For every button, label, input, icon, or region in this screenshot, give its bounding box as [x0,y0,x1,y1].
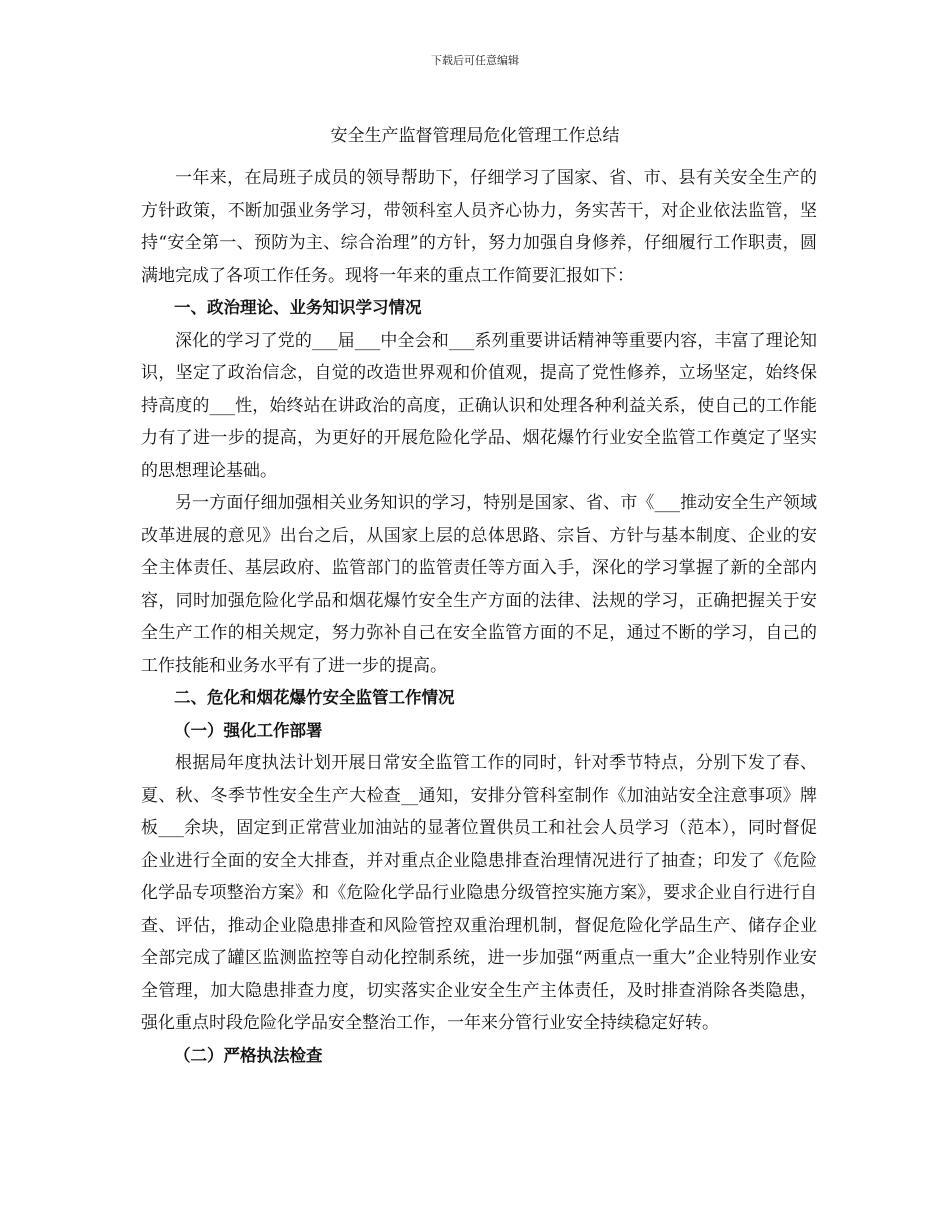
document-title: 安全生产监督管理局危化管理工作总结 [330,126,620,146]
subsection-heading-1: （一）强化工作部署 [174,720,323,740]
intro-paragraph: 一年来，在局班子成员的领导帮助下，仔细学习了国家、省、市、县有关安全生产的方针政策，不断加强业务学习，带领科室人员齐心协力，务实苦干，对企业依法监管，坚持“安全第一、预防为主、综合治理”的方针，努力加强自身修养，仔细履行工作职责，圆满地完成了各项工作任务。现将一年来的重点工作简要汇报如下： [141,168,817,286]
section-heading-1: 一、政治理论、业务知识学习情况 [174,298,422,317]
paragraph-study-2: 另一方面仔细加强相关业务知识的学习，特别是国家、省、市《___推动安全生产领域改革进展的意见》出台之后，从国家上层的总体思路、宗旨、方针与基本制度、企业的安全主体责任、基层政府、监管部门的监管责任等方面入手，深化的学习掌握了新的全部内容，同时加强危险化学品和烟花爆竹安全生产方面的法律、法规的学习，正确把握关于安全生产工作的相关规定，努力弥补自己在安全监管方面的不足，通过不断的学习，自己的工作技能和业务水平有了进一步的提高。 [141,493,817,676]
paragraph-deployment: 根据局年度执法计划开展日常安全监管工作的同时，针对季节特点，分别下发了春、夏、秋、冬季节性安全生产大检查__通知，安排分管科室制作《加油站安全注意事项》牌板___余块，固定到正常营业加油站的显著位置供员工和社会人员学习（范本），同时督促企业进行全面的安全大排查，并对重点企业隐患排查治理情况进行了抽查；印发了《危险化学品专项整治方案》和《危险化学品行业隐患分级管控实施方案》，要求企业自行进行自查、评估，推动企业隐患排查和风险管控双重治理机制，督促危险化学品生产、储存企业全部完成了罐区监测监控等自动化控制系统，进一步加强“两重点一重大”企业特别作业安全管理，加大隐患排查力度，切实落实企业安全生产主体责任，及时排查消除各类隐患，强化重点时段危险化学品安全整治工作，一年来分管行业安全持续稳定好转。 [141,753,817,1033]
paragraph-study-1: 深化的学习了党的___届___中全会和___系列重要讲话精神等重要内容，丰富了理论知识，坚定了政治信念，自觉的改造世界观和价值观，提高了党性修养，立场坚定，始终保持高度的___性，始终站在讲政治的高度，正确认识和处理各种利益关系，使自己的工作能力有了进一步的提高，为更好的开展危险化学品、烟花爆竹行业安全监管工作奠定了坚实的思想理论基础。 [141,330,817,481]
document-body [141,162,817,1072]
header-note: 下载后可任意编辑 [431,54,519,67]
subsection-heading-2: （二）严格执法检查 [174,1045,323,1065]
section-heading-2: 二、危化和烟花爆竹安全监管工作情况 [174,688,455,707]
